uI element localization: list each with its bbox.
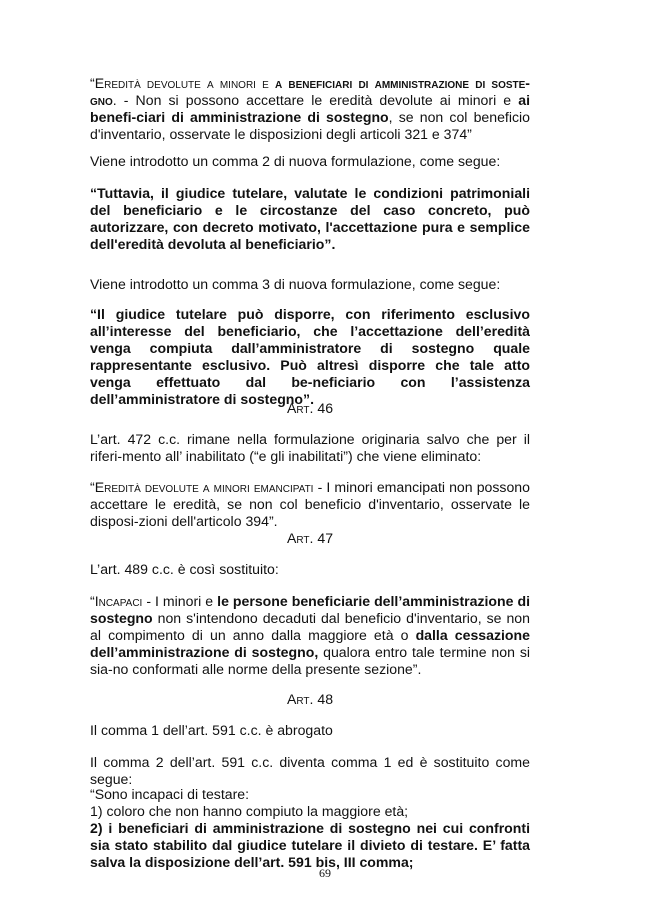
paragraph-comma3-text: “Il giudice tutelare può disporre, con riferimento esclusivo all’interesse del beneficiario, che l’accettazione dell’eredità venga compiuta dall’amministratore di sostegno quale rappresentante esclusivo. Può altresì disporre che tale atto venga effettuato dal be-neficiario con l’assistenza dell’amministratore di sostegno”.: [90, 306, 530, 407]
paragraph-art472: L’art. 472 c.c. rimane nella formulazione originaria salvo che per il riferi-mento all’ inabilitato (“e gli inabilitati”) che viene eliminato:: [90, 431, 530, 464]
article-heading-47: Art. 47: [286, 530, 334, 546]
bold-text: ai benefi-ciari di amministrazione di sostegno: [90, 92, 530, 125]
list-item-1: 1) coloro che non hanno compiuto la maggiore età;: [90, 803, 409, 819]
paragraph-comma3-intro: Viene introdotto un comma 3 di nuova formulazione, come segue:: [90, 276, 501, 292]
paragraph-eredita-emancipati: [90, 479, 530, 530]
section-title: “Eredità devolute a minori e: [90, 75, 275, 91]
text: . - Non si possono accettare le eredità devolute ai minori e: [112, 92, 519, 108]
paragraph-art489: L’art. 489 c.c. è così sostituito:: [90, 561, 279, 577]
text: - I minori emancipati non possono accettare le eredità, se non col beneficio d'inventario, osservate le disposi-zioni dell'articolo 394”.: [90, 479, 530, 529]
list-item-2: [90, 820, 530, 871]
text: non s'intendono decaduti dal beneficio d'inventario, se non al compimento di un anno dalla maggiore età o: [90, 610, 530, 643]
article-heading-46: Art. 46: [286, 400, 334, 416]
article-heading-48: Art. 48: [286, 691, 334, 707]
section-title: “Eredità devolute a minori emancipati: [90, 479, 314, 495]
text: - I minori e: [142, 593, 218, 609]
section-title-bold: a beneficiari di amministrazione di soste-gno: [90, 75, 530, 108]
paragraph-eredita-minori: [90, 75, 530, 143]
bold-text: le persone beneficiarie dell’amministrazione di sostegno: [90, 593, 531, 626]
paragraph-comma2-sostituito: Il comma 2 dell’art. 591 c.c. diventa comma 1 ed è sostituito come segue:: [90, 754, 530, 787]
list-intro: “Sono incapaci di testare:: [90, 786, 250, 802]
bold-text: dalla cessazione dell’amministrazione di sostegno,: [90, 627, 530, 660]
text: , se non col beneficio d'inventario, osservate le disposizioni degli articoli 321 e 374”: [90, 109, 530, 142]
list-number: 2): [90, 820, 109, 836]
paragraph-comma2-text: “Tuttavia, il giudice tutelare, valutate le condizioni patrimoniali del beneficiario e le circostanze del caso concreto, può autorizzare, con decreto motivato, l'accettazione pura e semplice dell'eredità devoluta al beneficiario”.: [90, 185, 530, 252]
text: qualora entro tale termine non si sia-no conformati alle norme della presente sezione”.: [90, 644, 530, 677]
paragraph-comma2-intro: Viene introdotto un comma 2 di nuova formulazione, come segue:: [90, 153, 501, 169]
section-title: “Incapaci: [90, 593, 143, 609]
paragraph-incapaci-testare: [90, 786, 530, 871]
bold-text: i beneficiari di amministrazione di sostegno nei cui confronti sia stato stabilito dal giudice tutelare il divieto di testare. E’ fatta salva la disposizione dell’art. 591 bis, III comma;: [90, 820, 531, 870]
paragraph-comma1-abrogato: Il comma 1 dell’art. 591 c.c. è abrogato: [90, 722, 333, 738]
page-number: 69: [319, 866, 331, 880]
paragraph-incapaci: [90, 593, 530, 678]
